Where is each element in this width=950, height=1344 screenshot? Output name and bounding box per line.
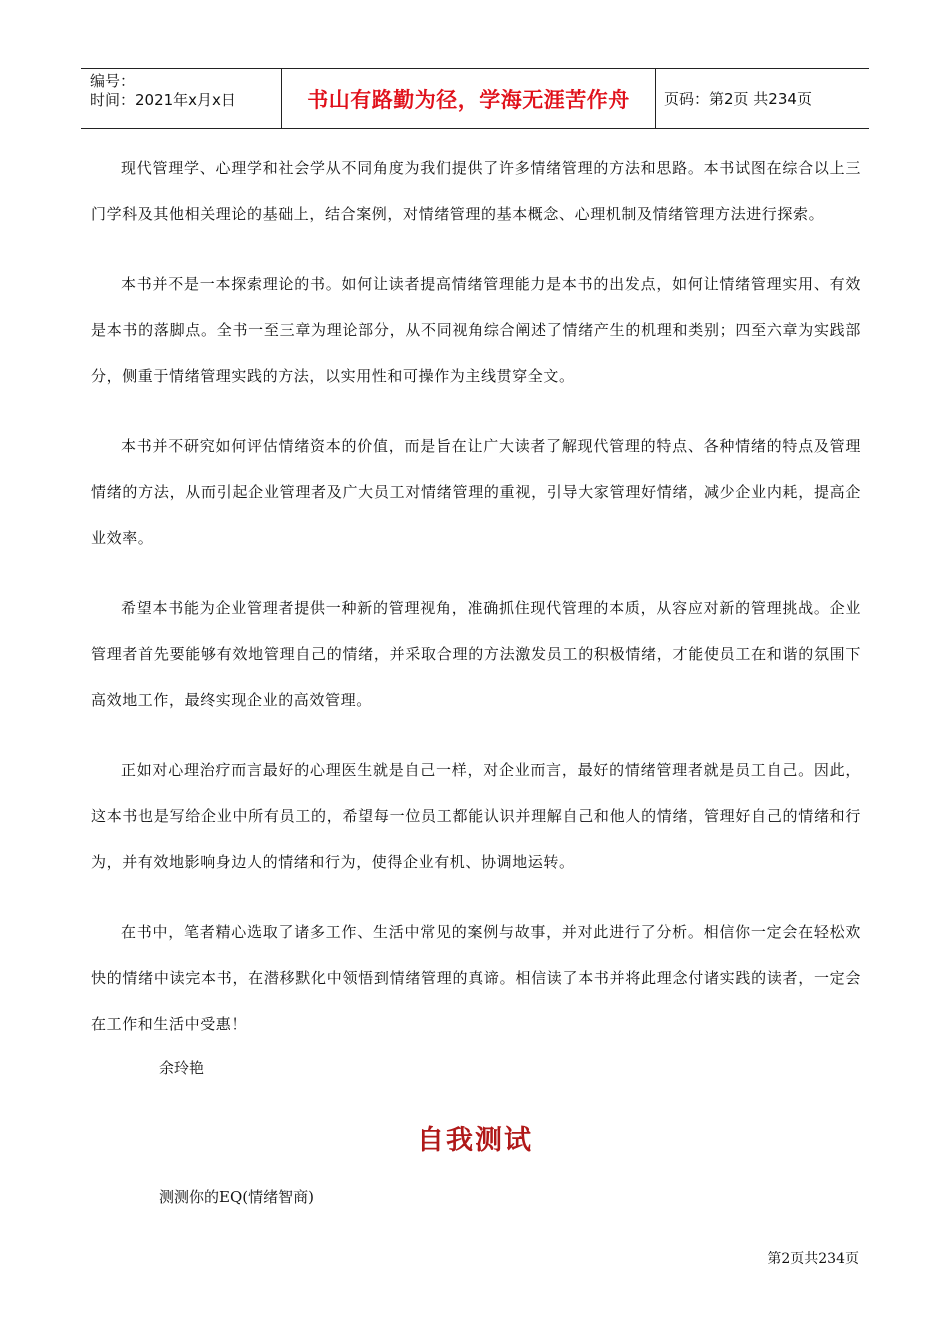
paragraph: 本书并不研究如何评估情绪资本的价值，而是旨在让广大读者了解现代管理的特点、各种情绪的特点及管理情绪的方法，从而引起企业管理者及广大员工对情绪管理的重视，引导大家管理好情绪，减少企业内耗，提高企业效率。 [91,437,861,547]
page-header [81,68,869,129]
section-title: 自我测试 [417,1125,533,1156]
header-meta-cell [81,69,282,128]
motto: 书山有路勤为径，学海无涯苦作舟 [307,87,630,112]
date-label: 时间：2021年x月x日 [90,91,236,109]
paragraph: 在书中，笔者精心选取了诸多工作、生活中常见的案例与故事，并对此进行了分析。相信你一定会在轻松欢快的情绪中读完本书，在潜移默化中领悟到情绪管理的真谛。相信读了本书并将此理念付诸实践的读者，一定会在工作和生活中受惠！ [91,923,861,1033]
paragraph: 正如对心理治疗而言最好的心理医生就是自己一样，对企业而言，最好的情绪管理者就是员工自己。因此，这本书也是写给企业中所有员工的，希望每一位员工都能认识并理解自己和他人的情绪，管理好自己的情绪和行为，并有效地影响身边人的情绪和行为，使得企业有机、协调地运转。 [91,761,861,871]
page-info: 页码：第2页 共234页 [664,90,812,108]
page-footer: 第2页共234页 [767,1251,859,1267]
number-label: 编号： [90,72,136,90]
section-subtitle: 测测你的EQ(情绪智商) [159,1188,314,1206]
author-signature: 余玲艳 [159,1059,205,1077]
body-text [91,145,861,1071]
paragraph: 本书并不是一本探索理论的书。如何让读者提高情绪管理能力是本书的出发点，如何让情绪管理实用、有效是本书的落脚点。全书一至三章为理论部分，从不同视角综合阐述了情绪产生的机理和类别；四至六章为实践部分，侧重于情绪管理实践的方法，以实用性和可操作为主线贯穿全文。 [91,275,861,385]
paragraph: 现代管理学、心理学和社会学从不同角度为我们提供了许多情绪管理的方法和思路。本书试图在综合以上三门学科及其他相关理论的基础上，结合案例，对情绪管理的基本概念、心理机制及情绪管理方法进行探索。 [91,159,861,223]
header-page-cell [656,69,869,128]
header-motto-cell [282,69,656,128]
paragraph: 希望本书能为企业管理者提供一种新的管理视角，准确抓住现代管理的本质，从容应对新的管理挑战。企业管理者首先要能够有效地管理自己的情绪，并采取合理的方法激发员工的积极情绪，才能使员工在和谐的氛围下高效地工作，最终实现企业的高效管理。 [91,599,861,709]
